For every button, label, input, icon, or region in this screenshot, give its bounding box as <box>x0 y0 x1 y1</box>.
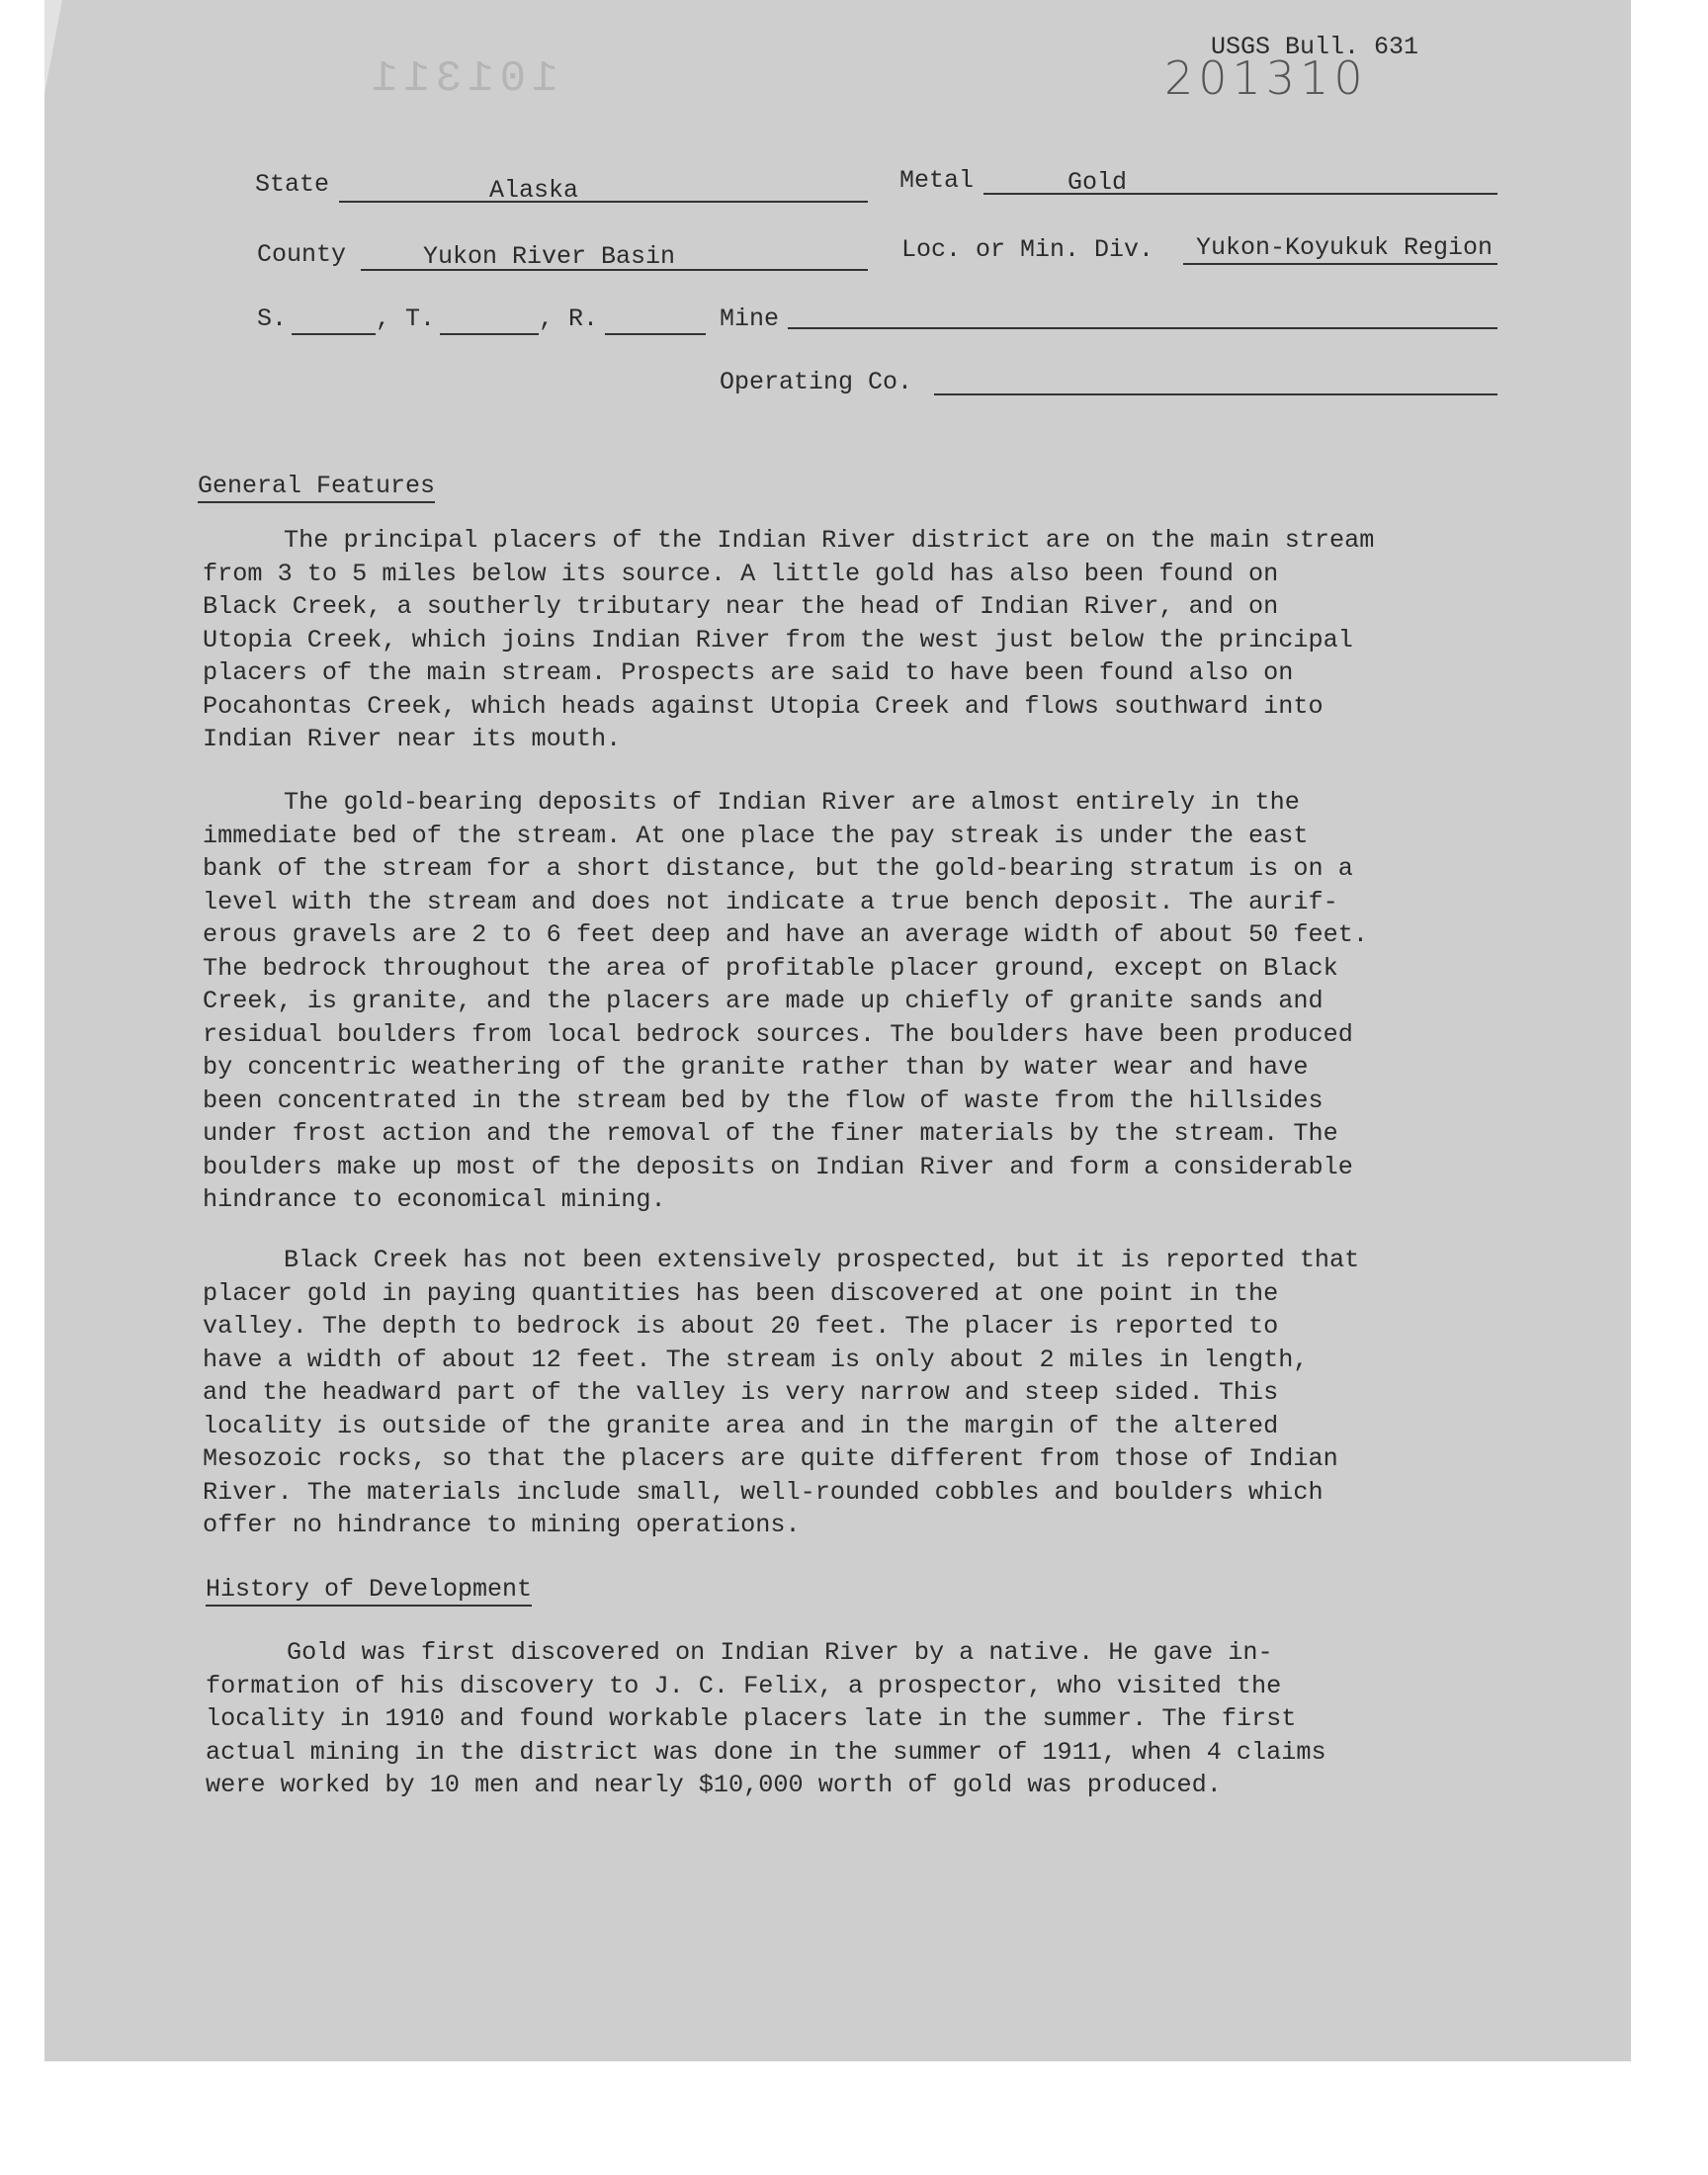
paragraph-deposits <box>203 786 1507 1217</box>
metal-value: Gold <box>1068 168 1128 197</box>
county-label: County <box>257 240 347 269</box>
text-line: formation of his discovery to J. C. Felix, a prospector, who visited the <box>206 1671 1282 1700</box>
county-value: Yukon River Basin <box>423 242 676 271</box>
text-line: been concentrated in the stream bed by the flow of waste from the hillsides <box>203 1086 1324 1115</box>
text-line: from 3 to 5 miles below its source. A little gold has also been found on <box>203 559 1279 588</box>
loc-rule <box>1183 263 1497 265</box>
text-line: were worked by 10 men and nearly $10,000 worth of gold was produced. <box>206 1771 1222 1799</box>
text-line: Indian River near its mouth. <box>203 725 622 753</box>
loc-value: Yukon-Koyukuk Region <box>1196 233 1494 262</box>
paragraph-history <box>206 1636 1510 1802</box>
text-line: River. The materials include small, well-rounded cobbles and boulders which <box>203 1477 1324 1507</box>
text-line: Creek, is granite, and the placers are made up chiefly of granite sands and <box>203 987 1324 1015</box>
history-heading: History of Development <box>206 1575 532 1607</box>
loc-label: Loc. or Min. Div. <box>901 235 1154 264</box>
state-rule <box>339 201 868 203</box>
range-rule <box>605 333 706 335</box>
state-value: Alaska <box>489 176 579 205</box>
text-line: actual mining in the district was done in the summer of 1911, when 4 claims <box>206 1737 1326 1767</box>
text-line: Black Creek has not been extensively prospected, but it is reported that <box>284 1246 1360 1274</box>
text-line: Utopia Creek, which joins Indian River from the west just below the principal <box>203 625 1353 654</box>
text-line: The gold-bearing deposits of Indian River are almost entirely in the <box>284 788 1300 817</box>
text-line: Mesozoic rocks, so that the placers are quite different from those of Indian <box>203 1444 1338 1473</box>
mine-rule <box>788 327 1497 329</box>
text-line: level with the stream and does not indicate a true bench deposit. The aurif- <box>203 887 1338 916</box>
text-line: The principal placers of the Indian River district are on the main stream <box>284 526 1375 555</box>
text-line: have a width of about 12 feet. The stream is only about 2 miles in length, <box>203 1345 1309 1374</box>
text-line: and the headward part of the valley is very narrow and steep sided. This <box>203 1378 1279 1407</box>
section-label: S. <box>257 304 288 333</box>
text-line: placer gold in paying quantities has been discovered at one point in the <box>203 1278 1279 1308</box>
text-line: Pocahontas Creek, which heads against Utopia Creek and flows southward into <box>203 691 1324 721</box>
text-line: under frost action and the removal of the finer materials by the stream. The <box>203 1119 1338 1148</box>
text-line: offer no hindrance to mining operations. <box>203 1511 801 1539</box>
text-line: by concentric weathering of the granite rather than by water wear and have <box>203 1053 1309 1082</box>
text-line: erous gravels are 2 to 6 feet deep and have an average width of about 50 feet. <box>203 920 1368 949</box>
paragraph-placers <box>203 524 1507 756</box>
paragraph-black-creek <box>203 1244 1507 1542</box>
range-label: , R. <box>539 304 599 333</box>
operating-co-rule <box>934 393 1497 395</box>
text-line: immediate bed of the stream. At one place the pay streak is under the east <box>203 821 1309 850</box>
text-line: hindrance to economical mining. <box>203 1185 666 1214</box>
text-line: locality in 1910 and found workable placers late in the summer. The first <box>206 1704 1297 1733</box>
metal-rule <box>983 193 1497 195</box>
text-line: The bedrock throughout the area of profitable placer ground, except on Black <box>203 953 1338 983</box>
mirrored-record-number: 101311 <box>366 54 558 104</box>
township-rule <box>440 333 539 335</box>
text-line: placers of the main stream. Prospects are said to have been found also on <box>203 658 1294 687</box>
township-label: , T. <box>376 304 436 333</box>
reference-label: USGS Bull. 631 <box>1211 33 1419 61</box>
state-label: State <box>255 170 330 199</box>
operating-co-label: Operating Co. <box>720 368 913 396</box>
text-line: Black Creek, a southerly tributary near the head of Indian River, and on <box>203 592 1279 621</box>
metal-label: Metal <box>899 166 975 195</box>
text-line: locality is outside of the granite area and in the margin of the altered <box>203 1411 1279 1440</box>
text-line: Gold was first discovered on Indian River by a native. He gave in- <box>287 1638 1273 1667</box>
record-number: 201310 <box>1164 51 1368 105</box>
mine-label: Mine <box>720 304 780 333</box>
text-line: boulders make up most of the deposits on Indian River and form a considerable <box>203 1152 1353 1181</box>
text-line: bank of the stream for a short distance, but the gold-bearing stratum is on a <box>203 854 1353 883</box>
section-rule <box>292 333 376 335</box>
text-line: residual boulders from local bedrock sources. The boulders have been produced <box>203 1019 1353 1049</box>
text-line: valley. The depth to bedrock is about 20 feet. The placer is reported to <box>203 1312 1279 1341</box>
general-features-heading: General Features <box>198 472 435 503</box>
